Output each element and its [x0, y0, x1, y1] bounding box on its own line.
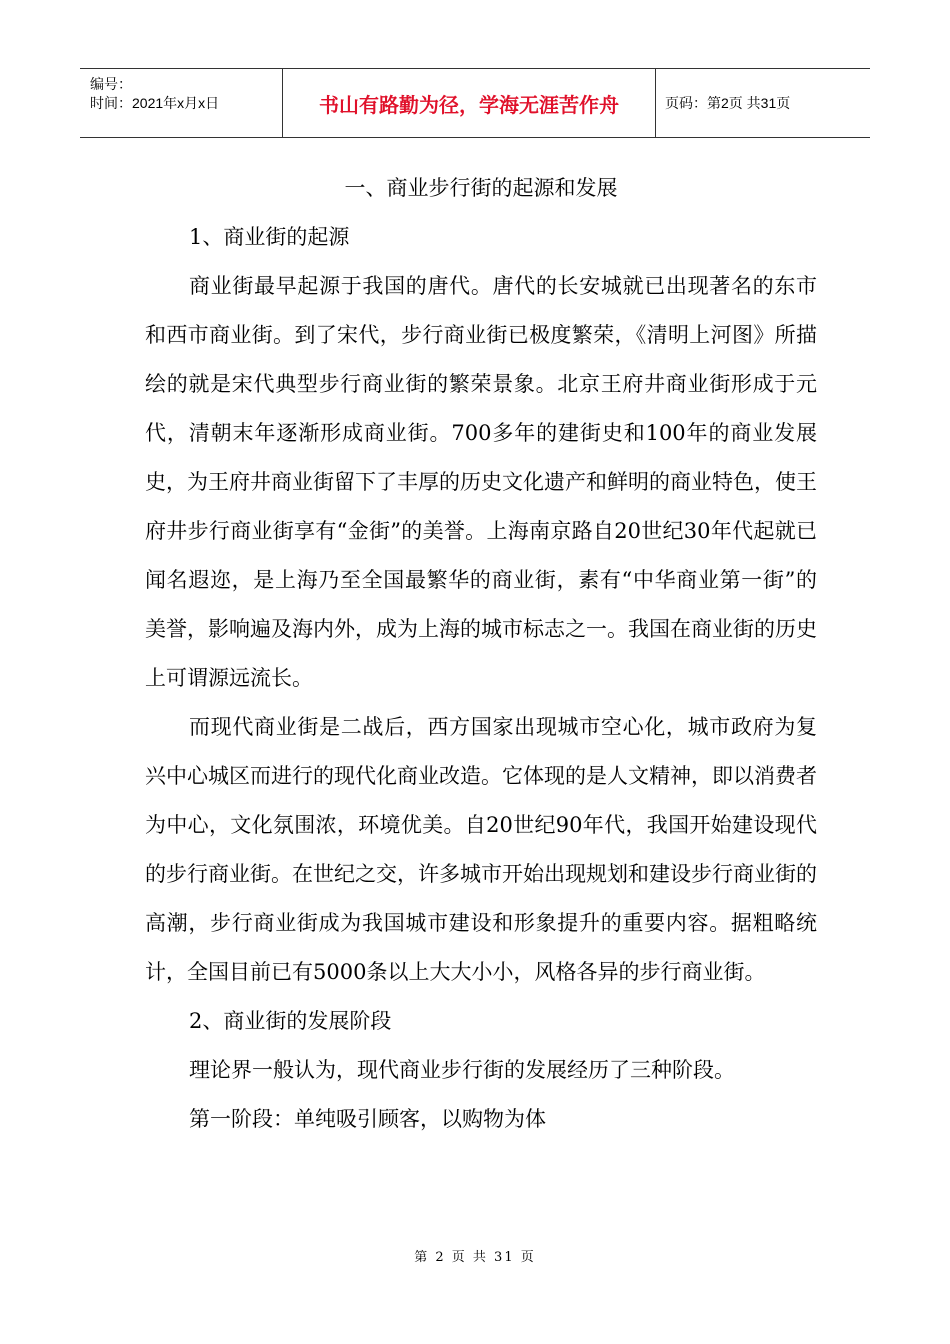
- header-page-info: 页码：第2页 共31页: [665, 95, 791, 111]
- paragraph-origin: 商业街最早起源于我国的唐代。唐代的长安城就已出现著名的东市和西市商业街。到了宋代，步行商业街已极度繁荣，《清明上河图》所描绘的就是宋代典型步行商业街的繁荣景象。北京王府井商业街形成于元代，清朝末年逐渐形成商业街。700多年的建街史和100年的商业发展史，为王府井商业街留下了丰厚的历史文化遗产和鲜明的商业特色，使王府井步行商业街享有“金街”的美誉。上海南京路自20世纪30年代起就已闻名遐迩，是上海乃至全国最繁华的商业街，素有“中华商业第一街”的美誉，影响遍及海内外，成为上海的城市标志之一。我国在商业街的历史上可谓源远流长。: [145, 274, 817, 690]
- page-footer: 第 2 页 共 31 页: [414, 1250, 536, 1265]
- document-body: [145, 164, 817, 1144]
- document-number-label: 编号：: [90, 76, 132, 92]
- document-header: [80, 68, 870, 138]
- subsection-title-origin: 1、商业街的起源: [189, 225, 350, 249]
- header-motto: 书山有路勤为径，学海无涯苦作舟: [282, 69, 656, 137]
- header-meta-cell: [80, 69, 282, 137]
- paragraph-theory: 理论界一般认为，现代商业步行街的发展经历了三种阶段。: [189, 1058, 735, 1082]
- paragraph-modern: 而现代商业街是二战后，西方国家出现城市空心化，城市政府为复兴中心城区而进行的现代化商业改造。它体现的是人文精神，即以消费者为中心，文化氛围浓，环境优美。自20世纪90年代，我国开始建设现代的步行商业街。在世纪之交，许多城市开始出现规划和建设步行商业街的高潮，步行商业街成为我国城市建设和形象提升的重要内容。据粗略统计，全国目前已有5000条以上大大小小，风格各异的步行商业街。: [145, 715, 817, 984]
- paragraph-stage-one: 第一阶段：单纯吸引顾客，以购物为体: [189, 1107, 546, 1131]
- section-title: 一、商业步行街的起源和发展: [344, 176, 618, 200]
- subsection-title-stages: 2、商业街的发展阶段: [189, 1009, 392, 1033]
- document-date-label: 时间：2021年x月x日: [90, 95, 220, 111]
